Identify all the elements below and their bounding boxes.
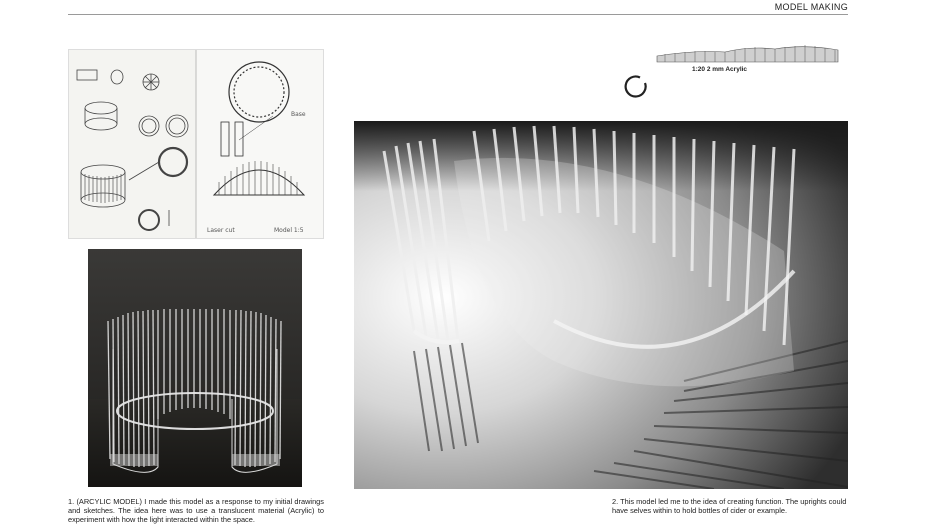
- page-title: MODEL MAKING: [774, 2, 848, 12]
- sketch-note-base: Base: [291, 111, 306, 118]
- sketchbook-image: [68, 49, 324, 239]
- caption-acrylic-model: 1. (ARCYLIC MODEL) I made this model as a response to my initial drawings and sketches. The idea here was to use a translucent material (Acrylic) to experiment with how the light interacted within the space.: [68, 497, 324, 524]
- sketch-note-model-scale: Model 1:5: [274, 227, 304, 234]
- sketch-note-laser-cut: Laser cut: [207, 227, 235, 234]
- model-spec-label: 1:20 2 mm Acrylic: [692, 66, 748, 73]
- acrylic-model-photo: [88, 249, 302, 487]
- shadow-study-photo: [354, 121, 848, 489]
- elevation-strip-drawing: [655, 44, 840, 64]
- caption-function: 2. This model led me to the idea of creating function. The uprights could have selves within to hold bottles of cider or example.: [612, 497, 847, 515]
- ring-plan-drawing: [624, 74, 648, 98]
- header-rule: [68, 14, 848, 15]
